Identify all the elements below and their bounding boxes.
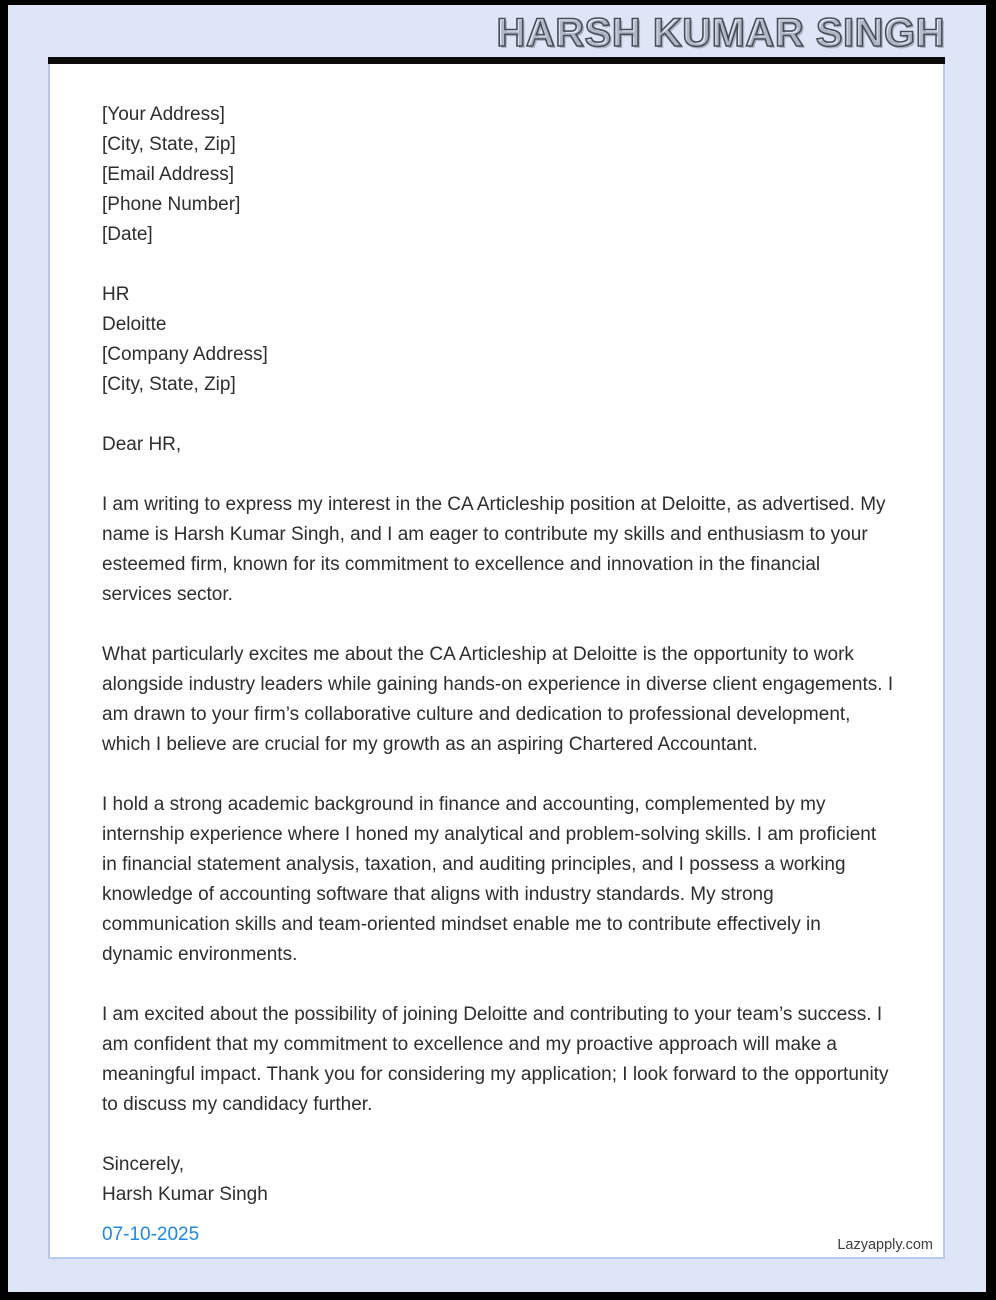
paragraph-4: I am excited about the possibility of joining Deloitte and contributing to your team’s success. I am confident that my commitment to excellence and my proactive approach will make a meaningful impact. Thank you for considering my application; I look forward to the opportunity to discuss my candidacy further. — [102, 1004, 889, 1115]
page-title: HARSH KUMAR SINGH — [496, 11, 945, 55]
closing: Sincerely, — [102, 1154, 185, 1175]
letter-page — [48, 57, 945, 1259]
signature-block — [102, 1150, 895, 1210]
recipient-line: Deloitte — [102, 314, 167, 335]
paragraph-2: What particularly excites me about the CA Articleship at Deloitte is the opportunity to work alongside industry leaders while gaining hands-on experience in diverse client engagements. I am drawn to your firm’s collaborative culture and dedication to professional development, which I believe are crucial for my growth as an aspiring Chartered Accountant. — [102, 644, 894, 755]
sender-line: [City, State, Zip] — [102, 134, 236, 155]
signature-name: Harsh Kumar Singh — [102, 1184, 268, 1205]
letter-body — [50, 64, 943, 1250]
sender-line: [Your Address] — [102, 104, 225, 125]
header-divider-bar — [48, 57, 945, 64]
paragraph-3: I hold a strong academic background in finance and accounting, complemented by my internship experience where I honed my analytical and problem-solving skills. I am proficient in financial statement analysis, taxation, and auditing principles, and I possess a working knowledge of accounting software that aligns with industry standards. My strong communication skills and team-oriented mindset enable me to contribute effectively in dynamic environments. — [102, 794, 877, 965]
lazyapply-brand: Lazyapply.com — [837, 1237, 933, 1253]
recipient-line: [City, State, Zip] — [102, 374, 236, 395]
salutation: Dear HR, — [102, 434, 182, 455]
recipient-address-block — [102, 280, 895, 400]
letter-date: 07-10-2025 — [102, 1224, 200, 1245]
recipient-line: [Company Address] — [102, 344, 268, 365]
recipient-line: HR — [102, 284, 130, 305]
sender-line: [Date] — [102, 224, 153, 245]
sender-line: [Email Address] — [102, 164, 234, 185]
paragraph-1: I am writing to express my interest in the CA Articleship position at Deloitte, as advertised. My name is Harsh Kumar Singh, and I am eager to contribute my skills and enthusiasm to your esteemed firm, known for its commitment to excellence and innovation in the financial services sector. — [102, 494, 886, 605]
sender-line: [Phone Number] — [102, 194, 241, 215]
sender-address-block — [102, 100, 895, 250]
